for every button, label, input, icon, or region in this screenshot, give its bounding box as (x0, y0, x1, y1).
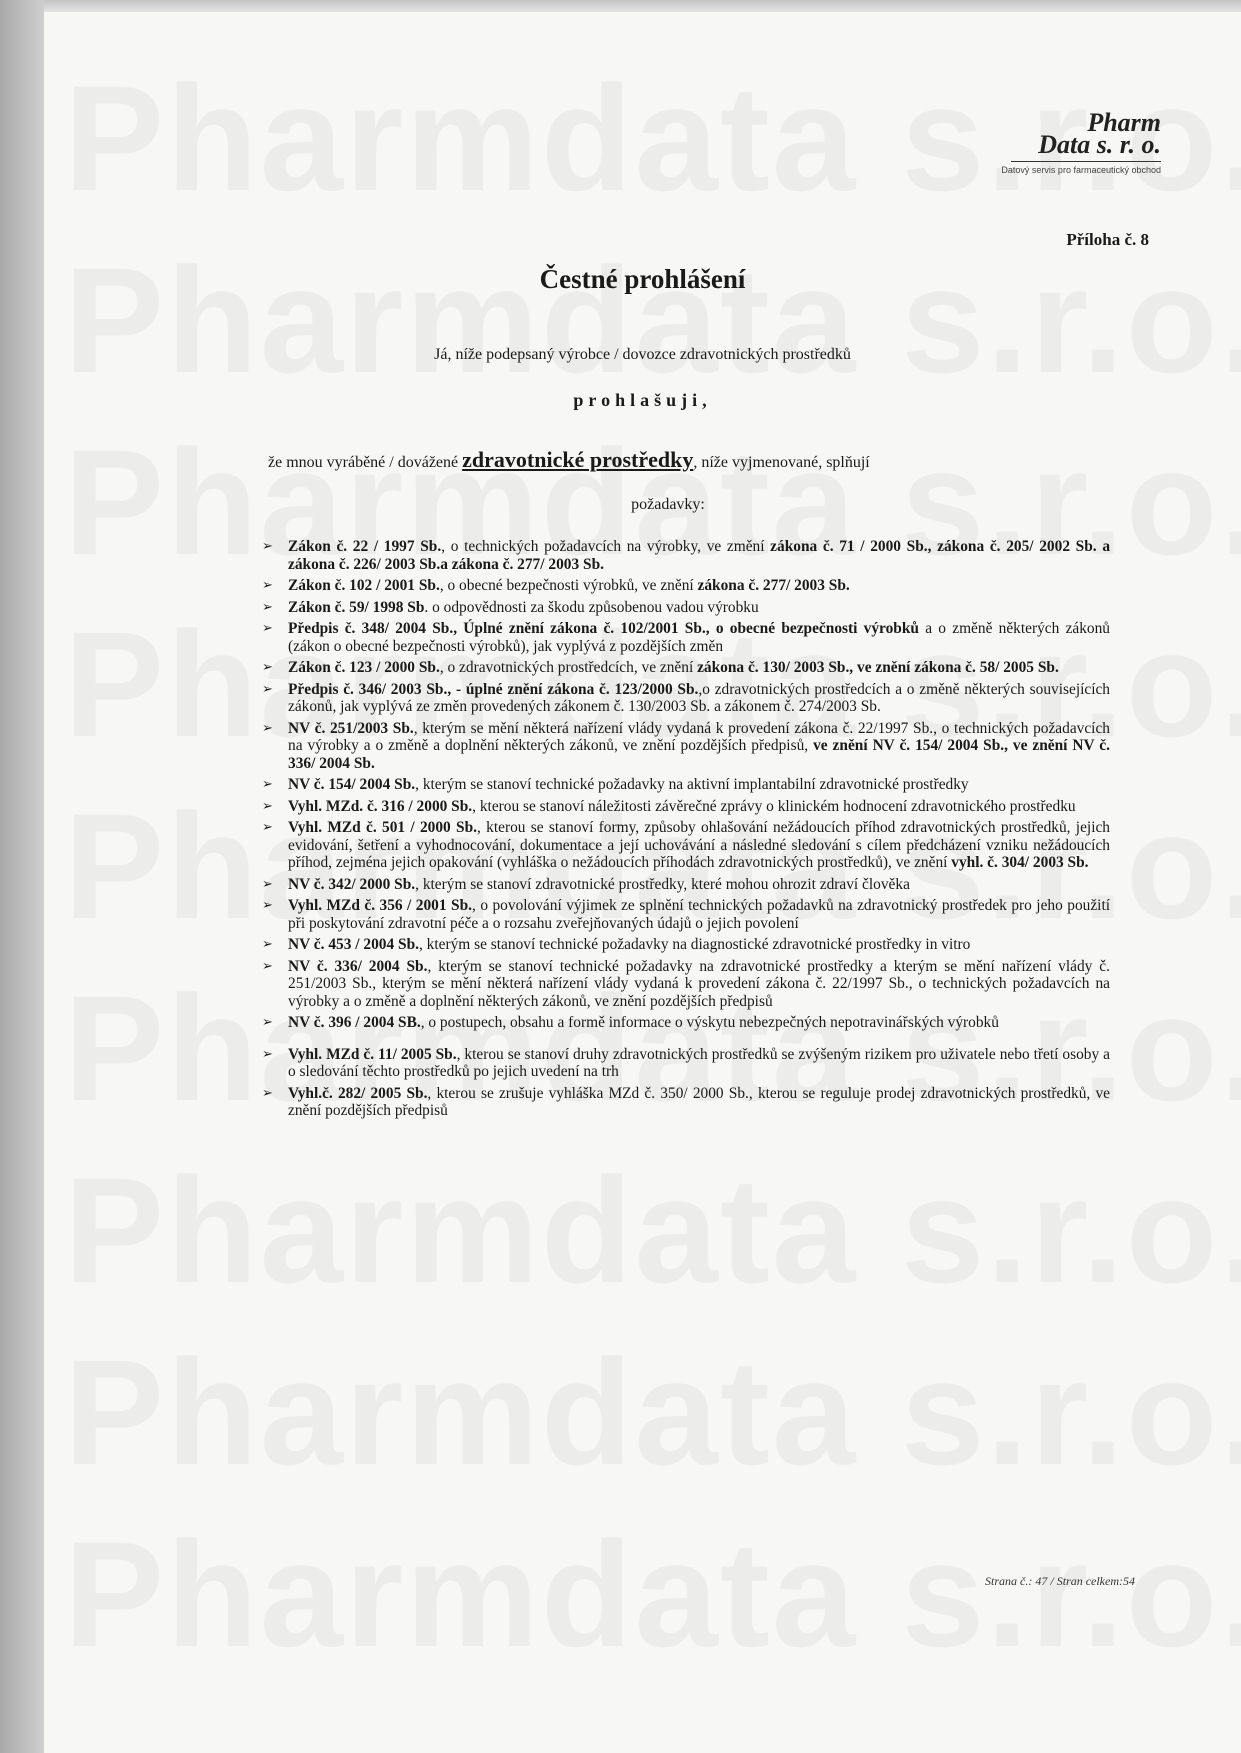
legislation-description: , kterou se zrušuje vyhláška MZd č. 350/ 2000 Sb., kterou se reguluje prodej zdravotnických prostředků, ve znění pozdějších předpisů (288, 1084, 1110, 1119)
logo-name-top: Pharm (1087, 108, 1161, 137)
legislation-description: , o technických požadavcích na výrobky, ve změní (441, 538, 771, 555)
legislation-description: , kterou se stanoví formy, způsoby ohlašování nežádoucích příhod zdravotnických prostředků, jejich evidování, šetření a vyhodnocování, dokumentace a její uchovávání a následné sledování s cílem předcházení vzniku nežádoucích příhod, zejména jejich opakování (vyhláška o nežádoucích příhodách zdravotnických prostředků), ve znění (288, 819, 1110, 871)
legislation-item (262, 680, 1110, 716)
legislation-description: , kterým se stanoví technické požadavky na diagnostické zdravotnické prostředky in vitro (418, 936, 971, 953)
legislation-reference: Zákon č. 22 / 1997 Sb. (288, 538, 442, 555)
arrow-bullet-icon: ➢ (262, 1046, 273, 1062)
arrow-bullet-icon: ➢ (262, 1015, 273, 1030)
legislation-description: , o postupech, obsahu a formě informace o výskytu nebezpečných nepotravinářských výrobků (420, 1014, 999, 1031)
watermark (64, 1144, 1241, 1317)
statement-after: , níže vyjmenované, splňují (693, 454, 870, 471)
legislation-item (262, 1084, 1110, 1120)
arrow-bullet-icon: ➢ (262, 720, 273, 736)
legislation-item (262, 1014, 1110, 1032)
legislation-reference: ve znění NV č. 154/ 2004 Sb., ve znění NV č. 336/ 2004 Sb. (288, 737, 1110, 772)
document-title: Čestné prohlášení (539, 264, 746, 294)
legislation-description: , kterým se stanoví technické požadavky na aktivní implantabilní zdravotnické prostředky (415, 776, 969, 793)
legislation-description: , kterou se stanoví náležitosti závěrečné zprávy o klinickém hodnocení zdravotnického prostředku (472, 797, 1076, 815)
legislation-item (262, 577, 1110, 595)
scan-edge-left (0, 0, 44, 1753)
arrow-bullet-icon: ➢ (262, 1085, 273, 1101)
legislation-description: , kterým se stanoví zdravotnické prostředky, které mohou ohrozit zdraví člověka (415, 875, 910, 893)
arrow-bullet-icon: ➢ (262, 898, 273, 913)
attachment-label: Příloha č. 8 (1066, 230, 1149, 249)
watermark (64, 234, 1241, 407)
legislation-item (262, 897, 1111, 932)
arrow-bullet-icon: ➢ (262, 798, 273, 814)
legislation-item (262, 797, 1110, 816)
watermark (64, 1508, 1241, 1681)
arrow-bullet-icon: ➢ (262, 621, 273, 636)
legislation-description: , o obecné bezpečnosti výrobků, ve znění (439, 577, 698, 594)
statement-before: že mnou vyráběné / dovážené (268, 454, 463, 471)
legislation-list (262, 538, 1111, 1124)
legislation-reference: NV č. 336/ 2004 Sb. (288, 957, 428, 975)
watermark (64, 1326, 1241, 1499)
legislation-reference: zákona č. 130/ 2003 Sb., ve znění zákona č. 58/ 2005 Sb. (697, 659, 1059, 676)
logo-divider (1011, 161, 1161, 162)
legislation-reference: Vyhl. MZd č. 11/ 2005 Sb. (288, 1045, 457, 1063)
legislation-reference: NV č. 453 / 2004 Sb. (288, 936, 419, 953)
legislation-reference: Zákon č. 102 / 2001 Sb. (288, 577, 440, 594)
legislation-reference: NV č. 396 / 2004 SB. (288, 1014, 421, 1031)
arrow-bullet-icon: ➢ (262, 539, 273, 554)
arrow-bullet-icon: ➢ (262, 958, 273, 974)
declaration-word: prohlašuji, (573, 390, 712, 410)
legislation-description: , kterým se stanoví technické požadavky na zdravotnické prostředky a kterým se mění nařízení vlády č. 251/2003 Sb., kterým se mění některá nařízení vlády vydaná k provedení zákona č. 22/1997 Sb., o technických požadavcích na výrobky a o změně a doplnění některých zákonů, ve znění pozdějších předpisů (288, 957, 1110, 1010)
arrow-bullet-icon: ➢ (262, 876, 273, 892)
statement-emphasis: zdravotnické prostředky (462, 447, 694, 472)
logo-tagline: Datový servis pro farmaceutický obchod (1001, 165, 1161, 175)
legislation-reference: Vyhl. MZd. č. 316 / 2000 Sb. (288, 797, 473, 815)
legislation-reference: vyhl. č. 304/ 2003 Sb. (951, 854, 1089, 871)
legislation-reference: Vyhl. MZd č. 356 / 2001 Sb. (288, 897, 473, 914)
document-page (44, 12, 1241, 1753)
legislation-reference: Předpis č. 346/ 2003 Sb., - úplné znění zákona č. 123/2000 Sb. (288, 680, 699, 698)
legislation-item (262, 819, 1110, 872)
legislation-item (262, 957, 1110, 1011)
company-logo (1001, 108, 1161, 175)
legislation-description: a o změně některých zákonů (zákon o obecné bezpečnosti výrobků), jak vyplývá z pozdějších změn (288, 620, 1111, 655)
legislation-reference: Zákon č. 59/ 1998 Sb (288, 598, 425, 616)
legislation-description: , o zdravotnických prostředcích, ve znění (439, 659, 698, 676)
intro-text: Já, níže podepsaný výrobce / dovozce zdravotnických prostředků (434, 346, 851, 363)
legislation-item (262, 936, 1110, 954)
legislation-reference: NV č. 342/ 2000 Sb. (288, 875, 416, 893)
arrow-bullet-icon: ➢ (262, 820, 273, 835)
legislation-description: . o odpovědnosti za škodu způsobenou vadou výrobku (424, 598, 759, 616)
arrow-bullet-icon: ➢ (262, 777, 273, 792)
arrow-bullet-icon: ➢ (262, 681, 273, 697)
legislation-reference: zákona č. 277/ 2003 Sb. (697, 577, 850, 594)
legislation-description: ,o zdravotnických prostředcích a o změně některých souvisejících zákonů, jak vyplývá ze změn provedených zákonem č. 130/2003 Sb. a zákonem č. 274/2003 Sb. (288, 680, 1110, 715)
requirements-label: požadavky: (631, 496, 705, 513)
legislation-description: , kterou se stanoví druhy zdravotnických prostředků se zvýšeným rizikem pro uživatele nebo třetí osoby a o sledování těchto prostředků po jejich uvedení na trh (288, 1045, 1110, 1080)
legislation-reference: Zákon č. 123 / 2000 Sb. (288, 659, 440, 676)
logo-name-bottom: Data s. r. o. (1038, 130, 1161, 159)
legislation-item (262, 598, 1110, 617)
legislation-reference: Předpis č. 348/ 2004 Sb., Úplné znění zákona č. 102/2001 Sb., o obecné bezpečnosti výrobků (288, 620, 919, 637)
legislation-item (262, 1045, 1110, 1081)
arrow-bullet-icon: ➢ (262, 937, 273, 952)
legislation-item (262, 538, 1111, 573)
legislation-description: , o povolování výjimek ze splnění technických požadavků na zdravotnický prostředek pro jeho použití při poskytování zdravotní péče a o rozsahu zveřejňovaných údajů o jejich povolení (288, 897, 1111, 932)
legislation-description: , kterým se mění některá nařízení vlády vydaná k provedení zákona č. 22/1997 Sb., o technických požadavcích na výrobky a o změně a doplnění některých zákonů, ve znění pozdějších předpisů, (288, 719, 1110, 754)
arrow-bullet-icon: ➢ (262, 660, 273, 675)
page-footer: Strana č.: 47 / Stran celkem:54 (985, 1574, 1135, 1588)
legislation-reference: NV č. 154/ 2004 Sb. (288, 776, 416, 793)
legislation-item (262, 719, 1110, 773)
legislation-item (262, 620, 1111, 655)
legislation-reference: zákona č. 71 / 2000 Sb., zákona č. 205/ 2002 Sb. a zákona č. 226/ 2003 Sb.a zákona č. 277/ 2003 Sb. (288, 538, 1111, 573)
legislation-reference: Vyhl. MZd č. 501 / 2000 Sb. (288, 819, 478, 836)
legislation-item (262, 776, 1110, 794)
statement-paragraph (268, 448, 1068, 517)
arrow-bullet-icon: ➢ (262, 578, 273, 593)
arrow-bullet-icon: ➢ (262, 599, 273, 615)
legislation-reference: NV č. 251/2003 Sb. (288, 719, 414, 737)
legislation-item (262, 875, 1110, 894)
legislation-reference: Vyhl.č. 282/ 2005 Sb. (288, 1084, 428, 1102)
legislation-item (262, 659, 1110, 677)
